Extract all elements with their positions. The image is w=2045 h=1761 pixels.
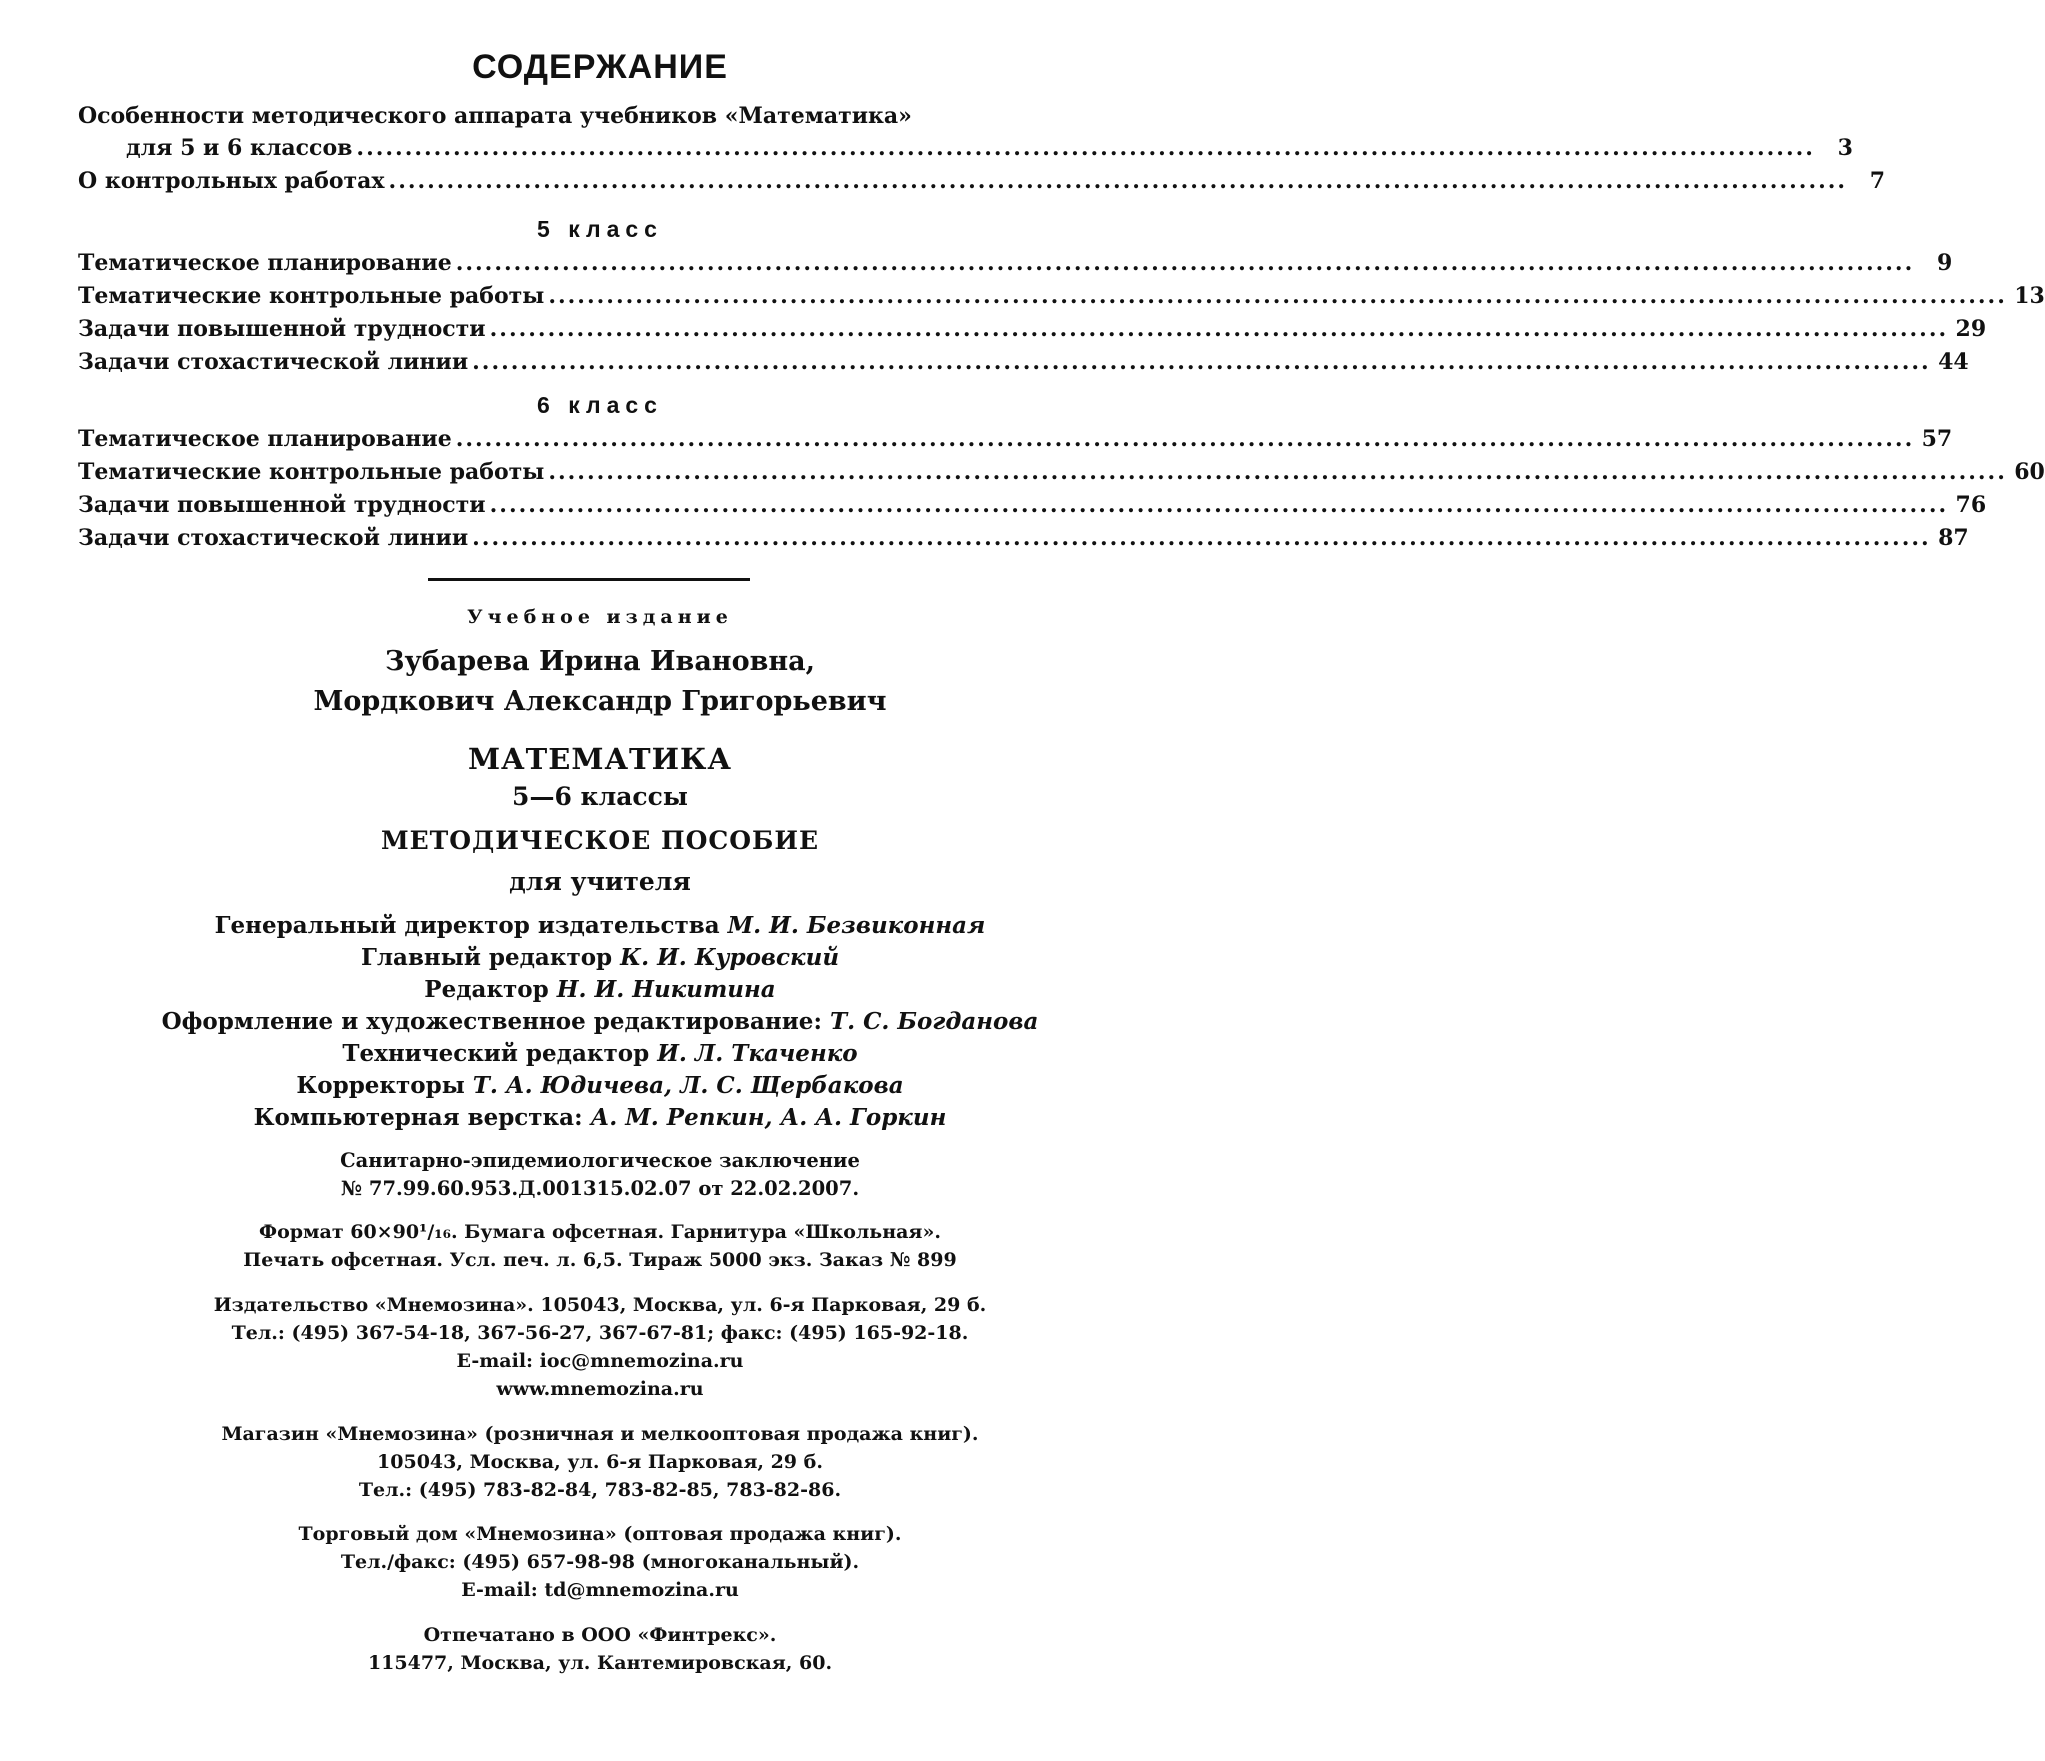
format-info: Формат 60×90¹/₁₆. Бумага офсетная. Гарнитура «Школьная». <box>0 1221 1200 1243</box>
author-line: Зубарева Ирина Ивановна, <box>0 646 1200 677</box>
toc-entry-label: Тематическое планирование <box>78 250 452 276</box>
book-subtitle: МЕТОДИЧЕСКОЕ ПОСОБИЕ <box>0 826 1200 855</box>
toc-leader-dots: ....................................................................................................................................................... <box>548 459 2007 485</box>
format-info: Печать офсетная. Усл. печ. л. 6,5. Тираж 5000 экз. Заказ № 899 <box>0 1249 1200 1271</box>
shop-info: Магазин «Мнемозина» (розничная и мелкооптовая продажа книг). <box>0 1423 1200 1445</box>
toc-page-number: 60 <box>2011 459 2045 485</box>
printer-info: Отпечатано в ООО «Финтрекс». <box>0 1624 1200 1646</box>
toc-entry <box>78 316 1090 346</box>
toc-leader-dots: ....................................................................................................................................................... <box>472 525 1931 551</box>
credit-role: Редактор <box>424 976 556 1003</box>
credit-role: Компьютерная верстка: <box>254 1104 591 1131</box>
credit-line <box>0 1008 1200 1035</box>
toc-page-number: 3 <box>1819 135 1853 161</box>
toc-leader-dots: ....................................................................................................................................................... <box>389 168 1848 194</box>
credit-line <box>0 1104 1200 1131</box>
publisher-website: www.mnemozina.ru <box>0 1378 1200 1400</box>
toc-page-number: 87 <box>1935 525 1969 551</box>
toc-entry-label: Тематическое планирование <box>78 426 452 452</box>
toc-entry-label: Задачи повышенной трудности <box>78 316 486 342</box>
toc-entry <box>78 135 1090 165</box>
credit-role: Генеральный директор издательства <box>215 912 728 939</box>
toc-title: СОДЕРЖАНИЕ <box>0 48 1200 87</box>
trade-house-info: Тел./факс: (495) 657-98-98 (многоканальный). <box>0 1551 1200 1573</box>
toc-entry-line1: Особенности методического аппарата учебников «Математика» <box>78 103 1090 129</box>
toc-entry-label: Задачи повышенной трудности <box>78 492 486 518</box>
toc-entry <box>78 426 1090 456</box>
trade-house-info: Торговый дом «Мнемозина» (оптовая продажа книг). <box>0 1523 1200 1545</box>
toc-leader-dots: ....................................................................................................................................................... <box>548 283 2007 309</box>
toc-leader-dots: ....................................................................................................................................................... <box>456 426 1915 452</box>
book-audience: для учителя <box>0 867 1200 896</box>
credit-role: Оформление и художественное редактирование: <box>162 1008 830 1035</box>
credit-line <box>0 976 1200 1003</box>
toc-entry <box>78 492 1090 522</box>
toc-leader-dots: ....................................................................................................................................................... <box>490 316 1949 342</box>
toc-entry <box>78 349 1090 379</box>
toc-leader-dots: ....................................................................................................................................................... <box>472 349 1931 375</box>
edition-type: Учебное издание <box>0 606 1200 628</box>
trade-house-email: E-mail: td@mnemozina.ru <box>0 1579 1200 1601</box>
toc-page-number: 13 <box>2011 283 2045 309</box>
credit-name: И. Л. Ткаченко <box>657 1040 857 1067</box>
toc-page-number: 29 <box>1952 316 1986 342</box>
credit-line <box>0 944 1200 971</box>
publisher-info: Тел.: (495) 367-54-18, 367-56-27, 367-67-81; факс: (495) 165-92-18. <box>0 1322 1200 1344</box>
sanitary-note: № 77.99.60.953.Д.001315.02.07 от 22.02.2007. <box>0 1177 1200 1200</box>
credit-name: Т. С. Богданова <box>830 1008 1038 1035</box>
toc-page-number: 76 <box>1952 492 1986 518</box>
printer-info: 115477, Москва, ул. Кантемировская, 60. <box>0 1652 1200 1674</box>
toc-entry <box>78 283 1090 313</box>
section-heading-grade5: 5 класс <box>0 216 1200 243</box>
toc-entry-label: Тематические контрольные работы <box>78 459 544 485</box>
credit-name: А. М. Репкин, А. А. Горкин <box>591 1104 947 1131</box>
credit-line <box>0 1072 1200 1099</box>
toc-entry <box>78 525 1090 555</box>
credit-line <box>0 912 1200 939</box>
publisher-email: E-mail: ioc@mnemozina.ru <box>0 1350 1200 1372</box>
toc-entry-label: О контрольных работах <box>78 168 385 194</box>
credit-name: Т. А. Юдичева, Л. С. Щербакова <box>473 1072 904 1099</box>
toc-page-number: 7 <box>1851 168 1885 194</box>
credit-role: Технический редактор <box>342 1040 657 1067</box>
credit-name: Н. И. Никитина <box>557 976 776 1003</box>
toc-page-number: 44 <box>1935 349 1969 375</box>
credit-name: М. И. Безвиконная <box>728 912 986 939</box>
shop-info: Тел.: (495) 783-82-84, 783-82-85, 783-82-86. <box>0 1479 1200 1501</box>
book-page <box>0 0 1200 1761</box>
book-title: МАТЕМАТИКА <box>0 742 1200 776</box>
toc-leader-dots: ....................................................................................................................................................... <box>356 135 1815 161</box>
author-line: Мордкович Александр Григорьевич <box>0 686 1200 717</box>
book-grades: 5—6 классы <box>0 782 1200 811</box>
toc-entry <box>78 459 1090 489</box>
credit-role: Главный редактор <box>361 944 620 971</box>
divider-rule <box>428 578 750 581</box>
toc-entry-label: Задачи стохастической линии <box>78 349 468 375</box>
credit-line <box>0 1040 1200 1067</box>
toc-leader-dots: ....................................................................................................................................................... <box>456 250 1915 276</box>
toc-entry-label: Тематические контрольные работы <box>78 283 544 309</box>
credit-role: Корректоры <box>296 1072 472 1099</box>
publisher-info: Издательство «Мнемозина». 105043, Москва, ул. 6-я Парковая, 29 б. <box>0 1294 1200 1316</box>
toc-entry-label: для 5 и 6 классов <box>78 135 352 161</box>
toc-page-number: 9 <box>1918 250 1952 276</box>
sanitary-note: Санитарно-эпидемиологическое заключение <box>0 1149 1200 1172</box>
toc-entry <box>78 250 1090 280</box>
toc-leader-dots: ....................................................................................................................................................... <box>490 492 1949 518</box>
credit-name: К. И. Куровский <box>620 944 839 971</box>
shop-info: 105043, Москва, ул. 6-я Парковая, 29 б. <box>0 1451 1200 1473</box>
toc-page-number: 57 <box>1918 426 1952 452</box>
toc-entry <box>78 168 1090 198</box>
section-heading-grade6: 6 класс <box>0 392 1200 419</box>
toc-entry-label: Задачи стохастической линии <box>78 525 468 551</box>
